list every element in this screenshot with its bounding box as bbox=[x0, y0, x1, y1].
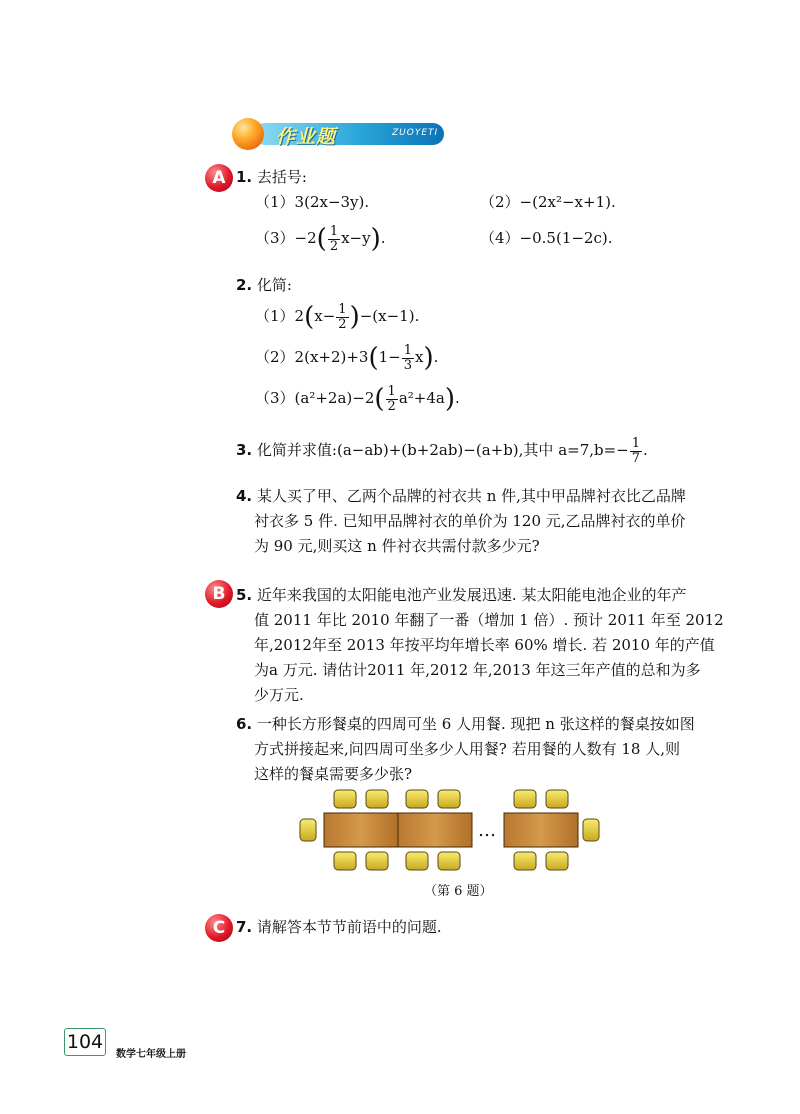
chair-icon bbox=[546, 790, 568, 808]
chair-right-icon bbox=[583, 819, 599, 841]
table-1 bbox=[324, 813, 398, 847]
q4-number: 4. bbox=[236, 487, 253, 505]
q1-part3-frac: $\frac{1}{2}$ bbox=[329, 223, 339, 254]
q2-number: 2. bbox=[236, 276, 253, 294]
q1-title bbox=[236, 168, 307, 186]
q4-line-3: 为 90 元,则买这 n 件衬衣共需付款多少元? bbox=[254, 537, 540, 555]
q1-part3-post: x−y bbox=[341, 229, 371, 247]
q1-text: 去括号: bbox=[256, 168, 307, 186]
q5-line-1: 近年来我国的太阳能电池产业发展迅速. 某太阳能电池企业的年产 bbox=[256, 586, 687, 604]
q1-part4: （4）−0.5(1−2c). bbox=[480, 229, 613, 247]
q5-line-2: 值 2011 年比 2010 年翻了一番（增加 1 倍）. 预计 2011 年至 2012 bbox=[254, 611, 724, 629]
q5-number: 5. bbox=[236, 586, 253, 604]
q1-number: 1. bbox=[236, 168, 253, 186]
level-b-badge: B bbox=[205, 580, 233, 608]
chair-icon bbox=[438, 852, 460, 870]
q5-line-3: 年,2012年至 2013 年按平均年增长率 60% 增长. 若 2010 年的产值 bbox=[254, 636, 715, 654]
q6 bbox=[236, 712, 695, 787]
level-c-badge: C bbox=[205, 914, 233, 942]
q6-line-1: 一种长方形餐桌的四周可坐 6 人用餐. 现把 n 张这样的餐桌按如图 bbox=[256, 715, 695, 733]
q4-line-2: 衬衣多 5 件. 已知甲品牌衬衣的单价为 120 元,乙品牌衬衣的单价 bbox=[254, 512, 686, 530]
chairs-bottom bbox=[334, 852, 568, 870]
chair-icon bbox=[334, 852, 356, 870]
chair-icon bbox=[406, 852, 428, 870]
banner-title: 作业题 bbox=[276, 126, 337, 148]
q6-line-2: 方式拼接起来,问四周可坐多少人用餐? 若用餐的人数有 18 人,则 bbox=[254, 740, 680, 758]
q7-text: 请解答本节节前语中的问题. bbox=[256, 918, 442, 936]
q6-number: 6. bbox=[236, 715, 253, 733]
q7-number: 7. bbox=[236, 918, 253, 936]
chair-icon bbox=[546, 852, 568, 870]
q5-line-4: 为a 万元. 请估计2011 年,2012 年,2013 年这三年产值的总和为多 bbox=[254, 661, 701, 679]
q5-line-5: 少万元. bbox=[254, 686, 304, 704]
chair-icon bbox=[366, 790, 388, 808]
table-2 bbox=[398, 813, 472, 847]
q5 bbox=[236, 583, 724, 708]
figure-caption: （第 6 题） bbox=[424, 884, 493, 899]
q2-part1: （1）2(x− $\frac{1}{2}$ )−(x−1). bbox=[255, 301, 420, 332]
q7 bbox=[236, 918, 442, 936]
q3-number: 3. bbox=[236, 441, 253, 459]
q1-part3: （3）−2( $\frac{1}{2}$ x−y). bbox=[255, 223, 386, 254]
chair-left-icon bbox=[300, 819, 316, 841]
chair-icon bbox=[514, 790, 536, 808]
orange-ball-icon bbox=[232, 118, 264, 150]
q6-line-3: 这样的餐桌需要多少张? bbox=[254, 765, 413, 783]
figure-ellipsis: … bbox=[478, 820, 496, 841]
chair-icon bbox=[514, 852, 536, 870]
table-n bbox=[504, 813, 578, 847]
page-number: 104 bbox=[64, 1028, 106, 1056]
chair-icon bbox=[406, 790, 428, 808]
q2-part3: （3）(a²+2a)−2( $\frac{1}{2}$ a²+4a). bbox=[255, 383, 460, 414]
q1-part3-pre: （3）−2 bbox=[255, 229, 317, 247]
tables-figure bbox=[296, 786, 606, 876]
q2-text: 化简: bbox=[256, 276, 292, 294]
q2-part2: （2）2(x+2)+3(1− $\frac{1}{3}$ x). bbox=[255, 342, 439, 373]
q4 bbox=[236, 484, 686, 559]
q3-text: 化简并求值:(a−ab)+(b+2ab)−(a+b),其中 a=7,b=− bbox=[256, 441, 629, 459]
q3: 3. 化简并求值:(a−ab)+(b+2ab)−(a+b),其中 a=7,b=− $\frac{1}{7}$ . bbox=[236, 435, 648, 466]
section-banner bbox=[232, 118, 446, 150]
banner-pinyin: ZUOYETI bbox=[392, 128, 439, 138]
q1-part2: （2）−(2x²−x+1). bbox=[480, 193, 616, 211]
q2-title bbox=[236, 276, 292, 294]
chair-icon bbox=[438, 790, 460, 808]
book-title: 数学七年级上册 bbox=[116, 1049, 186, 1060]
q1-part1: （1）3(2x−3y). bbox=[255, 193, 370, 211]
chair-icon bbox=[334, 790, 356, 808]
q4-line-1: 某人买了甲、乙两个品牌的衬衣共 n 件,其中甲品牌衬衣比乙品牌 bbox=[256, 487, 686, 505]
level-a-badge: A bbox=[205, 164, 233, 192]
chairs-top bbox=[334, 790, 568, 808]
chair-icon bbox=[366, 852, 388, 870]
